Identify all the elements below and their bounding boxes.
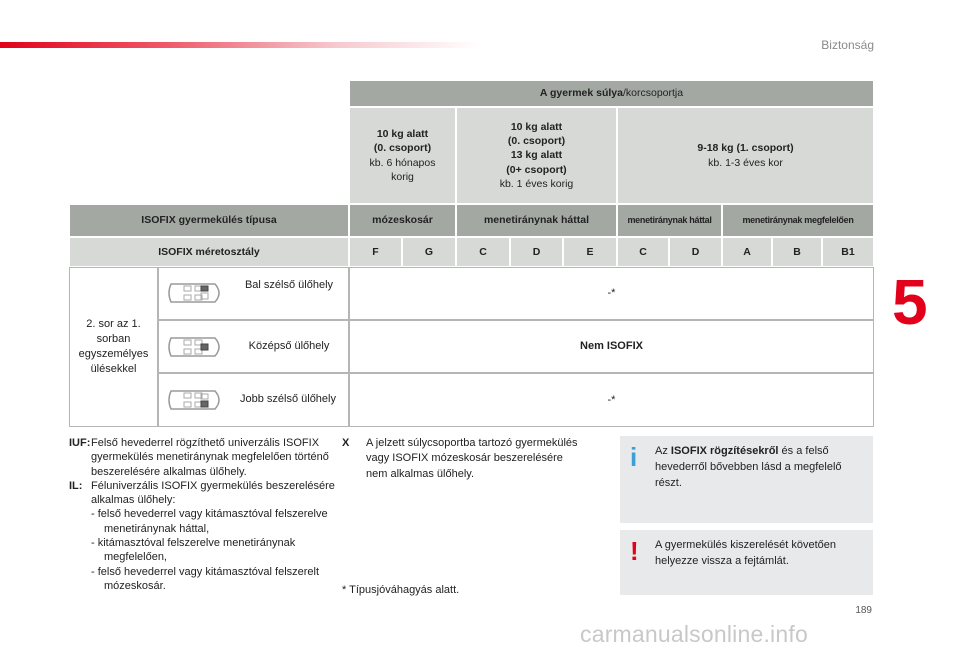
size-B: B — [772, 237, 822, 267]
footnote: * Típusjóváhagyás alatt. — [342, 584, 460, 596]
seat-left-label: Bal szélső ülőhely — [244, 279, 334, 291]
size-D: D — [510, 237, 563, 267]
iuf-text: Felső hevederrel rögzíthető univerzális ISOFIX gyermekülés menetiránynak megfelelően történő beszerelésére alkalmas ülőhely. — [91, 437, 329, 478]
row-left-value: -* — [349, 267, 874, 320]
x-note — [342, 436, 582, 482]
group-line: 10 kg alatt — [376, 128, 429, 141]
seat-left-icon — [165, 280, 225, 306]
il-key: IL: — [69, 479, 83, 492]
weight-header: A gyermek súlya/korcsoportja — [349, 80, 874, 107]
watermark: carmanualsonline.info — [580, 621, 808, 647]
accent-stripe — [0, 42, 480, 48]
group-line: kb. 1 éves korig — [499, 177, 574, 190]
il-item-2: - kitámasztóval felszerelve menetiránynak megfelelően, — [91, 537, 296, 564]
type-label: ISOFIX gyermekülés típusa — [69, 204, 349, 237]
group-line: (0. csoport) — [507, 135, 566, 148]
row-middle-value: Nem ISOFIX — [349, 320, 874, 373]
group-line: 10 kg alatt — [510, 121, 563, 134]
il-item-3: - felső hevederrel vagy kitámasztóval felszerelt mózeskosár. — [91, 565, 320, 592]
row-group-label: 2. sor az 1. sorban egyszemélyes ülésekkel — [69, 267, 158, 427]
iuf-key: IUF: — [69, 437, 91, 449]
info-text: Az ISOFIX rögzítésekről és a felső hevederről bővebben lásd a megfelelő részt. — [655, 445, 842, 489]
size-B1: B1 — [822, 237, 874, 267]
group-line: (0+ csoport) — [506, 163, 567, 176]
type-cell-3: menetiránynak háttal — [617, 204, 722, 237]
group-line: kb. 1-3 éves kor — [708, 156, 783, 169]
size-A: A — [722, 237, 772, 267]
group-line: (0. csoport) — [373, 142, 432, 155]
type-cell-2: menetiránynak háttal — [456, 204, 617, 237]
size-E: E — [563, 237, 617, 267]
type-cell-1: mózeskosár — [349, 204, 456, 237]
warning-icon: ! — [630, 536, 639, 566]
x-text: A jelzett súlycsoportba tartozó gyermekülés vagy ISOFIX mózeskosár beszerelésére nem alkalmas ülőhely. — [366, 437, 578, 480]
page-number: 189 — [855, 605, 872, 616]
size-F: F — [349, 237, 402, 267]
group-line: 9-18 kg (1. csoport) — [697, 142, 794, 155]
row-right-value: -* — [349, 373, 874, 427]
warning-text: A gyermekülés kiszerelését követően helyezze vissza a fejtámlát. — [655, 539, 836, 567]
size-G: G — [402, 237, 456, 267]
il-item-1: - felső hevederrel vagy kitámasztóval felszerelve menetiránynak háttal, — [91, 508, 328, 535]
seat-right-icon — [165, 387, 225, 413]
seat-right-label: Jobb szélső ülőhely — [239, 393, 336, 405]
size-label: ISOFIX méretosztály — [69, 237, 349, 267]
seat-middle-label: Középső ülőhely — [248, 340, 330, 352]
group-line: 13 kg alatt — [510, 149, 563, 162]
group-cell-2 — [456, 107, 617, 204]
info-box — [620, 436, 873, 523]
type-cell-4: menetiránynak megfelelően — [722, 204, 874, 237]
section-title: Biztonság — [821, 38, 874, 52]
size-D2: D — [669, 237, 722, 267]
group-cell-1 — [349, 107, 456, 204]
legend-notes — [69, 436, 339, 593]
info-icon: i — [630, 442, 638, 472]
group-cell-3 — [617, 107, 874, 204]
group-line: kb. 6 hónapos — [369, 156, 436, 169]
il-text: Féluniverzális ISOFIX gyermekülés beszerelésére alkalmas ülőhely: — [91, 479, 335, 507]
size-C2: C — [617, 237, 669, 267]
size-C: C — [456, 237, 510, 267]
seat-middle-icon — [165, 334, 225, 360]
chapter-number: 5 — [892, 266, 928, 338]
group-line: korig — [391, 170, 414, 183]
x-key: X — [342, 437, 350, 449]
warning-box — [620, 530, 873, 595]
